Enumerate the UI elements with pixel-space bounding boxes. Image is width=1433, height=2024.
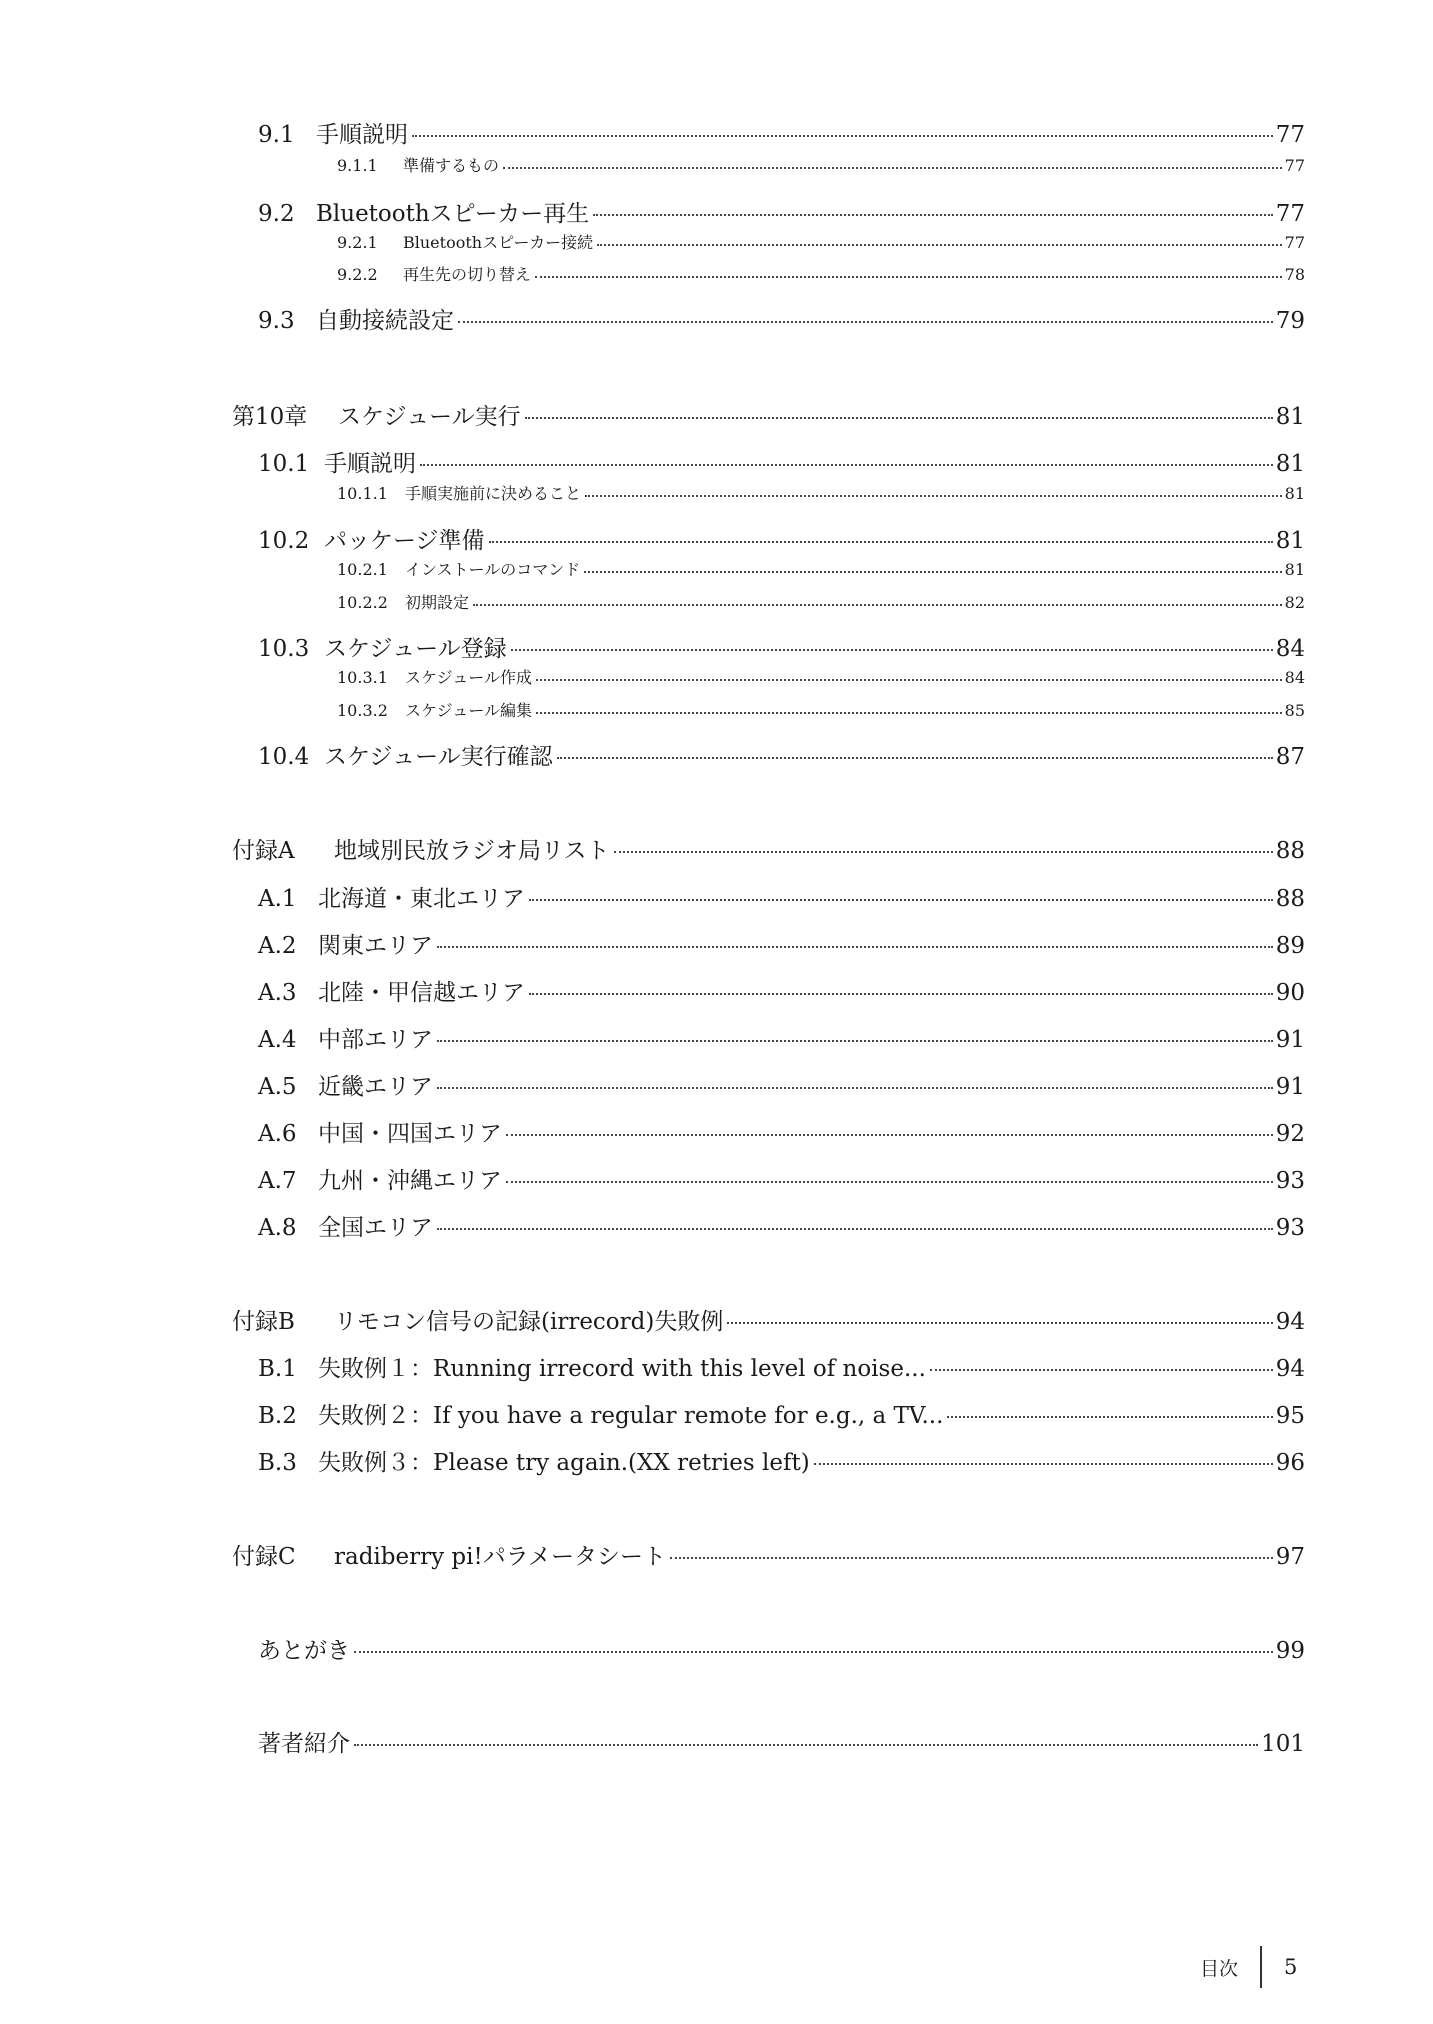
entry-title: スケジュール編集 — [405, 701, 533, 720]
entry-number: 9.1 — [258, 122, 295, 148]
entry-page: 77 — [1275, 201, 1305, 227]
entry-page: 81 — [1284, 484, 1305, 503]
entry-page: 85 — [1284, 701, 1305, 720]
entry-title: Bluetoothスピーカー接続 — [403, 233, 594, 252]
entry-page: 81 — [1275, 528, 1305, 554]
entry-number: A.4 — [258, 1027, 297, 1053]
toc-entry[interactable] — [0, 195, 1305, 228]
entry-number: 9.1.1 — [337, 156, 378, 175]
entry-title: 全国エリア — [318, 1215, 433, 1241]
entry-number: A.5 — [258, 1074, 297, 1100]
toc-entry[interactable] — [0, 738, 1305, 771]
entry-title: 自動接続設定 — [316, 308, 454, 334]
dot-leader — [420, 464, 1273, 466]
dot-leader — [529, 993, 1273, 995]
entry-title: 失敗例３：Please try again.(XX retries left) — [318, 1450, 810, 1476]
entry-page: 95 — [1275, 1403, 1305, 1429]
toc-entry[interactable] — [0, 1397, 1305, 1430]
dot-leader — [506, 1181, 1273, 1183]
dot-leader — [525, 417, 1273, 419]
entry-page: 93 — [1275, 1168, 1305, 1194]
entry-title: 九州・沖縄エリア — [318, 1168, 502, 1194]
entry-title: インストールのコマンド — [405, 560, 581, 579]
entry-page: 92 — [1275, 1121, 1305, 1147]
toc-entry-afterword[interactable] — [0, 1632, 1305, 1665]
entry-number: 10.1 — [258, 451, 310, 477]
entry-page: 81 — [1284, 560, 1305, 579]
entry-number: A.8 — [258, 1215, 297, 1241]
entry-title: 失敗例２：If you have a regular remote for e.g., a TV... — [318, 1403, 944, 1429]
dot-leader — [597, 244, 1282, 246]
toc-entry[interactable] — [0, 665, 1305, 688]
entry-page: 99 — [1275, 1638, 1305, 1664]
entry-title: 再生先の切り替え — [403, 265, 532, 284]
toc-entry[interactable] — [0, 974, 1305, 1007]
toc-entry[interactable] — [0, 522, 1305, 555]
toc-entry[interactable] — [0, 262, 1305, 285]
dot-leader — [814, 1463, 1273, 1465]
toc-entry[interactable] — [0, 698, 1305, 721]
chapter-title: スケジュール実行 — [338, 404, 521, 430]
toc-entry[interactable] — [0, 1162, 1305, 1195]
footer-divider — [1260, 1946, 1262, 1988]
dot-leader — [593, 214, 1272, 216]
entry-number: 10.3.2 — [337, 701, 388, 720]
entry-title: Bluetoothスピーカー再生 — [316, 201, 590, 227]
entry-title: 初期設定 — [405, 593, 470, 612]
entry-page: 87 — [1275, 744, 1305, 770]
dot-leader — [473, 604, 1282, 606]
entry-page: 81 — [1275, 451, 1305, 477]
entry-page: 88 — [1275, 886, 1305, 912]
entry-title: あとがき — [258, 1638, 350, 1664]
entry-title: 近畿エリア — [318, 1074, 433, 1100]
entry-number: A.2 — [258, 933, 297, 959]
entry-page: 79 — [1275, 308, 1305, 334]
dot-leader — [354, 1744, 1258, 1746]
toc-entry[interactable] — [0, 557, 1305, 580]
dot-leader — [670, 1557, 1273, 1559]
toc-entry[interactable] — [0, 927, 1305, 960]
entry-page: 84 — [1284, 668, 1305, 687]
toc-entry[interactable] — [0, 1350, 1305, 1383]
entry-number: B.2 — [258, 1403, 297, 1429]
entry-number: 10.4 — [258, 744, 310, 770]
dot-leader — [557, 757, 1273, 759]
entry-page: 93 — [1275, 1215, 1305, 1241]
entry-page: 91 — [1275, 1027, 1305, 1053]
entry-page: 94 — [1275, 1309, 1305, 1335]
dot-leader — [536, 712, 1282, 714]
chapter-number: 第10章 — [232, 404, 308, 430]
entry-title: 失敗例１：Running irrecord with this level of noise... — [318, 1356, 926, 1382]
toc-chapter[interactable] — [0, 1538, 1305, 1571]
entry-page: 84 — [1275, 636, 1305, 662]
dot-leader — [947, 1416, 1272, 1418]
entry-number: A.1 — [258, 886, 297, 912]
dot-leader — [503, 167, 1282, 169]
toc-entry[interactable] — [0, 1115, 1305, 1148]
chapter-number: 付録B — [232, 1309, 295, 1335]
toc-entry[interactable] — [0, 445, 1305, 478]
toc-entry[interactable] — [0, 590, 1305, 613]
entry-page: 91 — [1275, 1074, 1305, 1100]
toc-chapter[interactable] — [0, 832, 1305, 865]
toc-entry[interactable] — [0, 1209, 1305, 1242]
dot-leader — [511, 649, 1273, 651]
toc-entry[interactable] — [0, 302, 1305, 335]
entry-title: 北陸・甲信越エリア — [318, 980, 525, 1006]
dot-leader — [437, 946, 1273, 948]
dot-leader — [412, 135, 1273, 137]
toc-entry[interactable] — [0, 153, 1305, 176]
dot-leader — [585, 495, 1282, 497]
dot-leader — [506, 1134, 1273, 1136]
entry-number: B.1 — [258, 1356, 297, 1382]
dot-leader — [458, 321, 1273, 323]
entry-page: 101 — [1261, 1731, 1305, 1757]
entry-title: 関東エリア — [318, 933, 433, 959]
entry-page: 78 — [1284, 265, 1305, 284]
dot-leader — [437, 1087, 1273, 1089]
toc-entry[interactable] — [0, 230, 1305, 253]
dot-leader — [489, 541, 1273, 543]
entry-title: 準備するもの — [403, 156, 500, 175]
entry-number: A.7 — [258, 1168, 297, 1194]
toc-entry[interactable] — [0, 116, 1305, 149]
dot-leader — [437, 1040, 1273, 1042]
toc-entry[interactable] — [0, 1021, 1305, 1054]
dot-leader — [584, 571, 1281, 573]
chapter-title: リモコン信号の記録(irrecord)失敗例 — [334, 1309, 724, 1335]
entry-title: 手順説明 — [316, 122, 408, 148]
dot-leader — [727, 1322, 1272, 1324]
page-number: 5 — [1284, 1955, 1298, 1979]
entry-title: 北海道・東北エリア — [318, 886, 525, 912]
entry-number: 10.3.1 — [337, 668, 388, 687]
entry-number: 10.2.2 — [337, 593, 388, 612]
toc-entry-author[interactable] — [0, 1725, 1305, 1758]
chapter-number: 付録C — [232, 1544, 296, 1570]
entry-number: A.6 — [258, 1121, 297, 1147]
footer-section-label: 目次 — [1200, 1957, 1239, 1980]
chapter-number: 付録A — [232, 838, 295, 864]
toc-entry[interactable] — [0, 1068, 1305, 1101]
entry-title: スケジュール実行確認 — [324, 744, 553, 770]
entry-title: 中部エリア — [318, 1027, 433, 1053]
toc-entry[interactable] — [0, 880, 1305, 913]
entry-page: 90 — [1275, 980, 1305, 1006]
entry-page: 77 — [1284, 156, 1305, 175]
entry-number: 10.1.1 — [337, 484, 388, 503]
entry-page: 96 — [1275, 1450, 1305, 1476]
page-footer — [1200, 1946, 1297, 1988]
entry-number: 10.2 — [258, 528, 310, 554]
toc-chapter[interactable] — [0, 1303, 1305, 1336]
dot-leader — [437, 1228, 1273, 1230]
entry-title: スケジュール登録 — [324, 636, 507, 662]
entry-number: 10.2.1 — [337, 560, 388, 579]
entry-page: 81 — [1275, 404, 1305, 430]
dot-leader — [529, 899, 1273, 901]
dot-leader — [536, 679, 1282, 681]
entry-number: 9.2 — [258, 201, 295, 227]
entry-title: パッケージ準備 — [324, 528, 485, 554]
entry-page: 88 — [1275, 838, 1305, 864]
entry-number: A.3 — [258, 980, 297, 1006]
dot-leader — [930, 1369, 1273, 1371]
chapter-title: 地域別民放ラジオ局リスト — [334, 838, 610, 864]
entry-page: 97 — [1275, 1544, 1305, 1570]
entry-number: 9.2.1 — [337, 233, 378, 252]
entry-page: 77 — [1275, 122, 1305, 148]
entry-title: スケジュール作成 — [405, 668, 533, 687]
entry-title: 手順実施前に決めること — [405, 484, 582, 503]
entry-title: 著者紹介 — [258, 1731, 350, 1757]
entry-page: 94 — [1275, 1356, 1305, 1382]
dot-leader — [535, 276, 1282, 278]
dot-leader — [354, 1651, 1273, 1653]
entry-page: 89 — [1275, 933, 1305, 959]
entry-title: 中国・四国エリア — [318, 1121, 502, 1147]
entry-page: 82 — [1284, 593, 1305, 612]
entry-title: 手順説明 — [324, 451, 416, 477]
entry-number: B.3 — [258, 1450, 297, 1476]
entry-number: 9.2.2 — [337, 265, 378, 284]
entry-number: 9.3 — [258, 308, 295, 334]
entry-page: 77 — [1284, 233, 1305, 252]
entry-number: 10.3 — [258, 636, 310, 662]
toc-chapter[interactable] — [0, 398, 1305, 431]
dot-leader — [614, 851, 1273, 853]
chapter-title: radiberry pi!パラメータシート — [334, 1544, 667, 1570]
toc-entry[interactable] — [0, 630, 1305, 663]
toc-entry[interactable] — [0, 481, 1305, 504]
toc-entry[interactable] — [0, 1444, 1305, 1477]
